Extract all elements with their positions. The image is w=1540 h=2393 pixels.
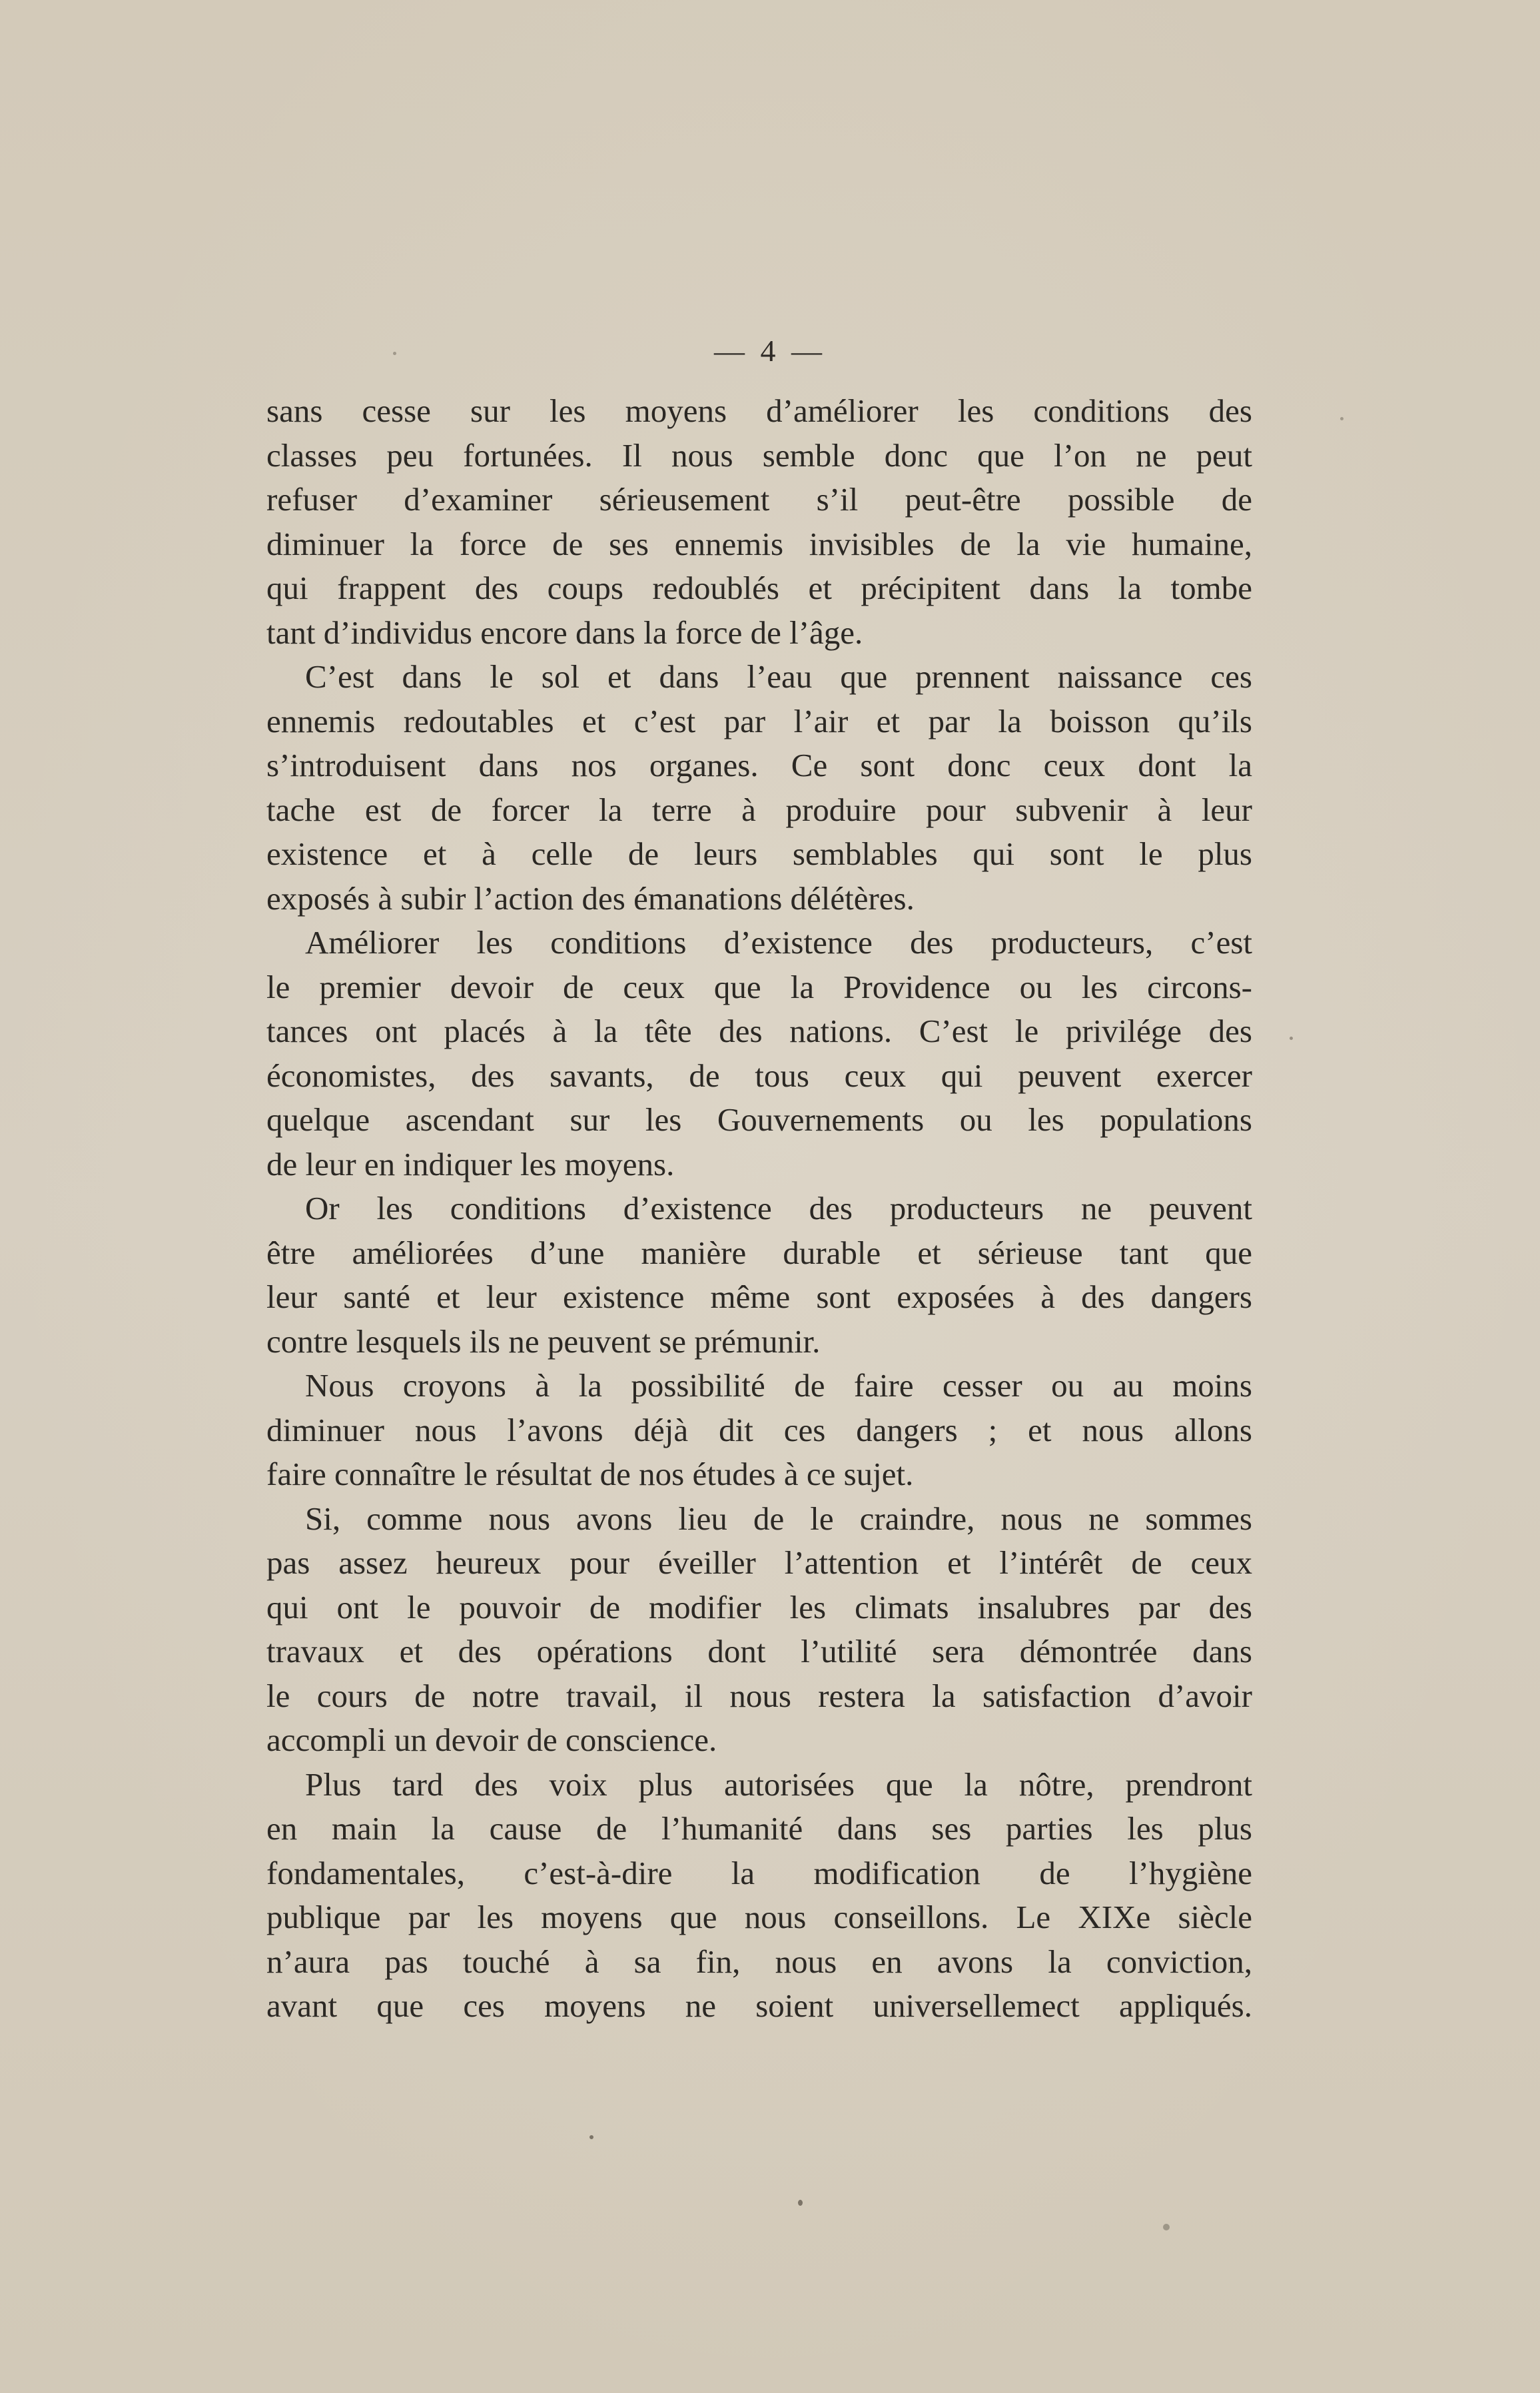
text-line: tache est de forcer la terre à produire pour subvenir à leur [266, 791, 1252, 828]
text-line: économistes, des savants, de tous ceux qui peuvent exercer [266, 1057, 1252, 1094]
paper-speck [1340, 417, 1344, 420]
paper-speck [1290, 1037, 1293, 1040]
text-line: Plus tard des voix plus autorisées que la nôtre, prendront [305, 1765, 1252, 1803]
text-line: Nous croyons à la possibilité de faire cesser ou au moins [305, 1367, 1252, 1404]
text-line: ennemis redoutables et c’est par l’air et par la boisson qu’ils [266, 702, 1252, 739]
text-line: pas assez heureux pour éveiller l’attention et l’intérêt de ceux [266, 1544, 1252, 1581]
text-line: accompli un devoir de conscience. [266, 1721, 717, 1758]
text-line: publique par les moyens que nous conseillons. Le XIXe siècle [266, 1899, 1252, 1935]
text-line: en main la cause de l’humanité dans ses parties les plus [266, 1810, 1252, 1847]
text-line: Or les conditions d’existence des producteurs ne peuvent [305, 1190, 1252, 1226]
paper-speck [393, 352, 396, 355]
text-line: de leur en indiquer les moyens. [266, 1145, 675, 1183]
text-line: C’est dans le sol et dans l’eau que prennent naissance ces [305, 658, 1252, 695]
text-line: travaux et des opérations dont l’utilité sera démontrée dans [266, 1633, 1252, 1670]
text-line: contre lesquels ils ne peuvent se prémunir. [266, 1322, 821, 1360]
text-line: exposés à subir l’action des émanations délétères. [266, 879, 915, 917]
paper-speck [798, 2200, 803, 2206]
text-line: diminuer nous l’avons déjà dit ces dangers ; et nous allons [266, 1411, 1252, 1448]
text-line: n’aura pas touché à sa fin, nous en avons la conviction, [266, 1943, 1252, 1980]
paper-speck [1163, 2224, 1170, 2230]
text-line: tant d’individus encore dans la force de l’âge. [266, 614, 863, 651]
text-line: être améliorées d’une manière durable et sérieuse tant que [266, 1234, 1252, 1271]
text-line: tances ont placés à la tête des nations. C’est le privilége des [266, 1013, 1252, 1049]
text-line: le cours de notre travail, il nous restera la satisfaction d’avoir [266, 1677, 1252, 1714]
text-line: refuser d’examiner sérieusement s’il peut-être possible de [266, 481, 1252, 518]
text-line: existence et à celle de leurs semblables qui sont le plus [266, 835, 1252, 872]
text-line: leur santé et leur existence même sont exposées à des dangers [266, 1278, 1252, 1315]
text-line: classes peu fortunées. Il nous semble donc que l’on ne peut [266, 436, 1252, 474]
text-line: s’introduisent dans nos organes. Ce sont donc ceux dont la [266, 747, 1252, 783]
paper-speck [589, 2135, 593, 2139]
text-line: qui ont le pouvoir de modifier les climats insalubres par des [266, 1588, 1252, 1626]
text-line: qui frappent des coups redoublés et précipitent dans la tombe [266, 570, 1252, 606]
text-line: sans cesse sur les moyens d’améliorer les conditions des [266, 392, 1252, 429]
text-line: faire connaître le résultat de nos études à ce sujet. [266, 1456, 914, 1492]
text-line: quelque ascendant sur les Gouvernements ou les populations [266, 1101, 1252, 1138]
text-line: Améliorer les conditions d’existence des producteurs, c’est [305, 924, 1252, 961]
text-line: fondamentales, c’est-à-dire la modification de l’hygiène [266, 1854, 1252, 1891]
body-text [266, 389, 1252, 2029]
text-line: Si, comme nous avons lieu de le craindre, nous ne sommes [305, 1500, 1252, 1537]
text-line: avant que ces moyens ne soient universellemect appliqués. [266, 1987, 1252, 2024]
text-line: diminuer la force de ses ennemis invisibles de la vie humaine, [266, 525, 1252, 562]
text-line: le premier devoir de ceux que la Providence ou les circons- [266, 968, 1252, 1005]
page-number: — 4 — [714, 334, 826, 368]
